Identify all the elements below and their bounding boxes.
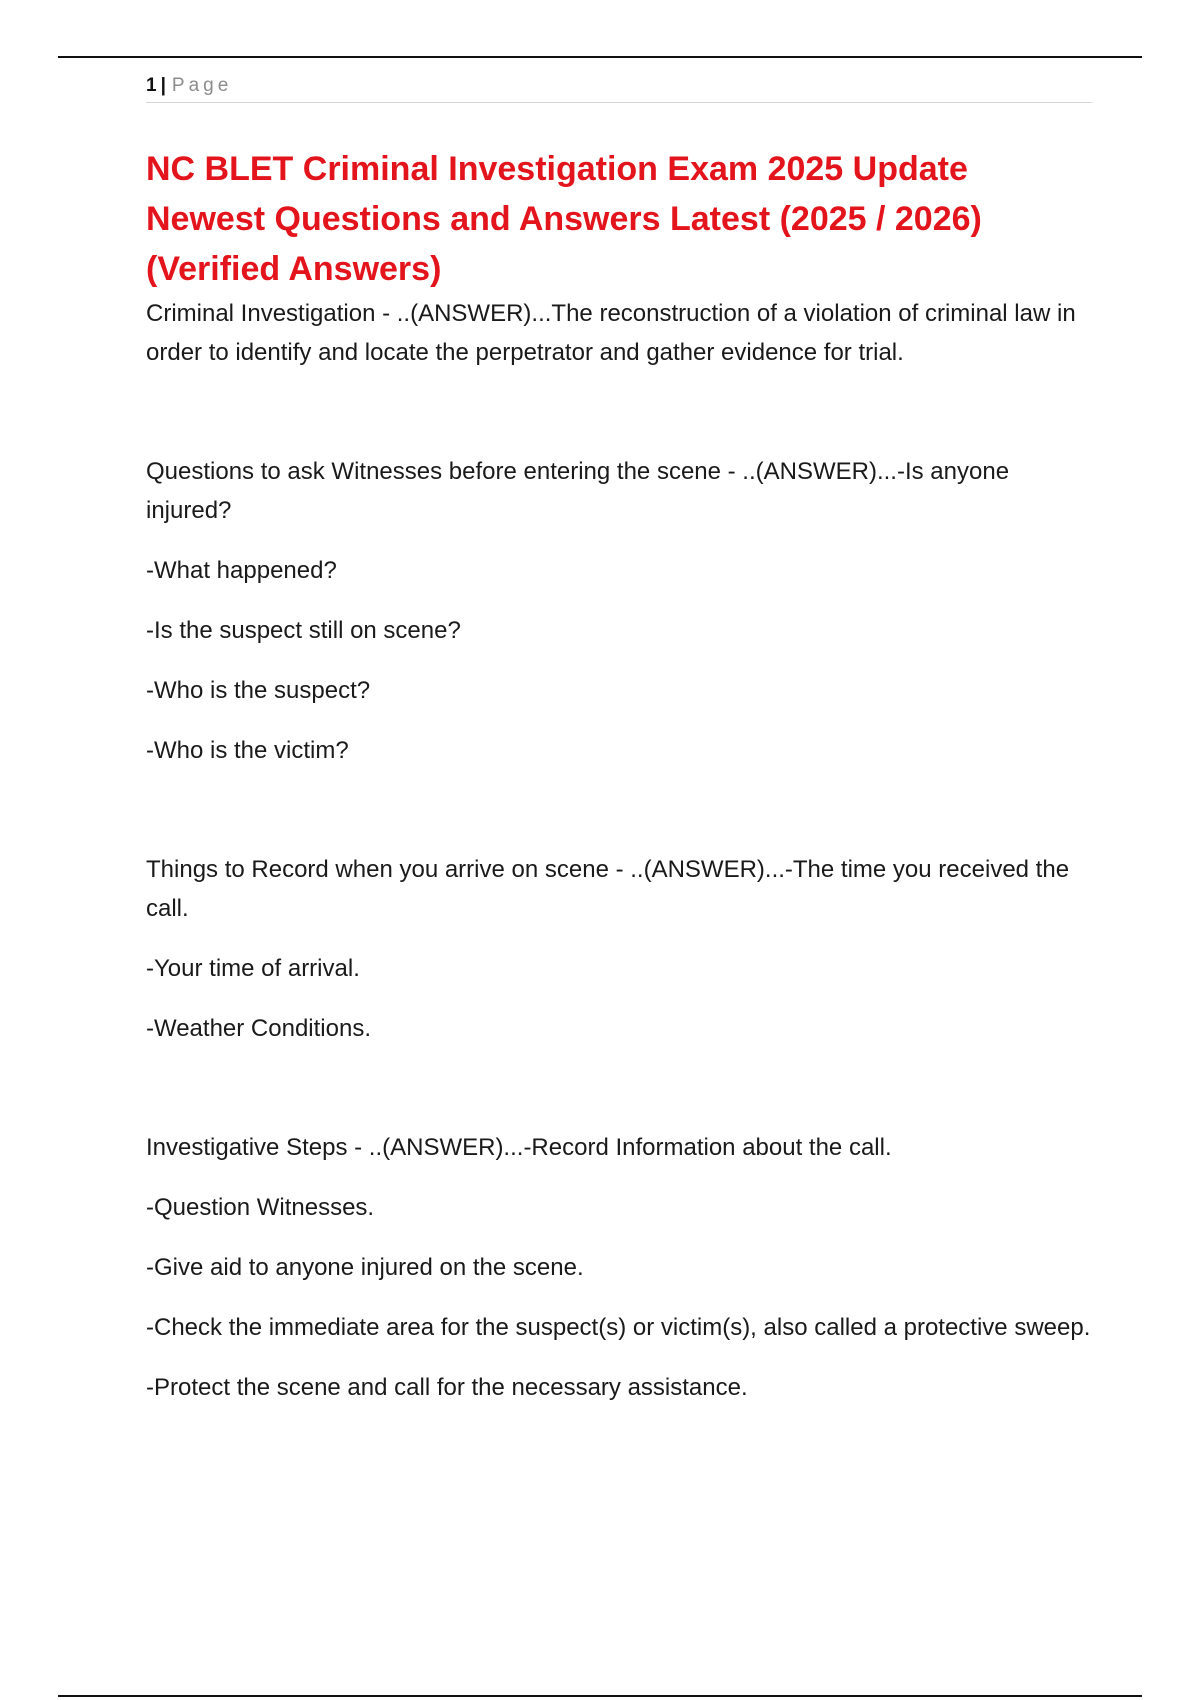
page-header [146,72,1092,103]
answer-line: -Who is the suspect? [146,677,371,704]
answer-line: -Question Witnesses. [146,1194,375,1221]
page-number: 1 [146,75,157,96]
title-line: (Verified Answers) [146,250,442,288]
answer-line: -Give aid to anyone injured on the scene. [146,1254,584,1281]
document-body [146,144,1092,1407]
qa-lead: Criminal Investigation - ..(ANSWER)...The reconstruction of a violation of criminal law in order to identify and locate the perpetrator and gather evidence for trial. [146,300,1076,366]
qa-entry [146,294,1092,372]
qa-lead: Investigative Steps - ..(ANSWER)...-Record Information about the call. [146,1134,892,1161]
answer-line: -Who is the victim? [146,737,349,764]
qa-lead: Questions to ask Witnesses before entering the scene - ..(ANSWER)...-Is anyone injured? [146,458,1010,524]
title-line: NC BLET Criminal Investigation Exam 2025 Update [146,150,968,188]
qa-entry [146,850,1092,1048]
title-line: Newest Questions and Answers Latest (2025 / 2026) [146,200,982,238]
document-title [146,144,1092,294]
answer-line: -Your time of arrival. [146,955,360,982]
answer-line: -Protect the scene and call for the necessary assistance. [146,1374,748,1401]
page-label: Page [171,75,233,96]
qa-lead: Things to Record when you arrive on scene - ..(ANSWER)...-The time you received the call. [146,856,1070,922]
qa-entry [146,1128,1092,1407]
answer-line: -Weather Conditions. [146,1015,371,1042]
page-separator: | [160,75,166,96]
top-rule [58,56,1142,58]
qa-entry [146,452,1092,770]
answer-line: -Check the immediate area for the suspect(s) or victim(s), also called a protective sweep. [146,1314,1091,1341]
bottom-rule [58,1695,1142,1697]
answer-line: -Is the suspect still on scene? [146,617,461,644]
answer-line: -What happened? [146,557,337,584]
